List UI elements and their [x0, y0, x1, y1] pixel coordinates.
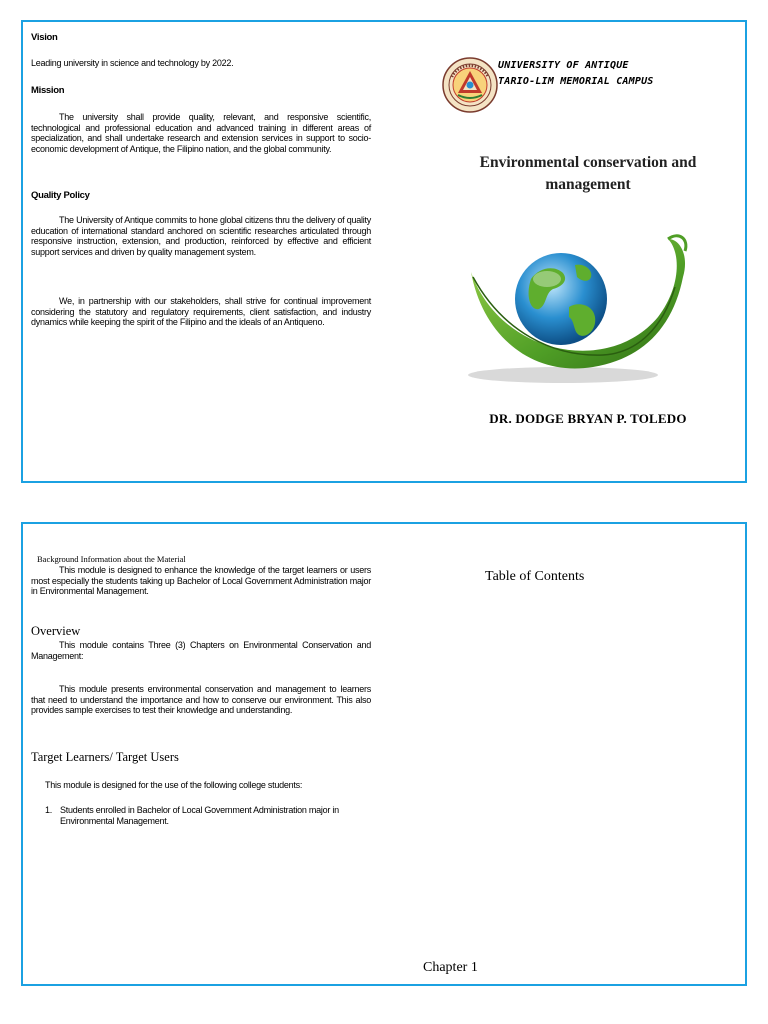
mission-text: The university shall provide quality, relevant, and responsive scientific, technological and professional education and advanced training in different areas of specialization, and shall undertake research and extension services in support to socio-economic development of Antique, the Filipino nation, and the global community.: [31, 112, 371, 154]
university-seal-logo: [442, 57, 498, 113]
module-title-line-2: management: [545, 176, 631, 193]
background-info-heading: Background Information about the Material: [37, 554, 186, 564]
page-intro-spread: [21, 522, 747, 986]
background-info-text: This module is designed to enhance the knowledge of the target learners or users most especially the students taking up Bachelor of Local Government Administration major in Environmental Management.: [31, 565, 371, 597]
quality-policy-heading: Quality Policy: [31, 190, 90, 201]
vision-text: Leading university in science and technology by 2022.: [31, 58, 234, 68]
mission-heading: Mission: [31, 85, 65, 96]
module-title-line-1: Environmental conservation and: [479, 154, 697, 171]
target-learners-heading: Target Learners/ Target Users: [31, 750, 179, 764]
overview-paragraph-2: This module presents environmental conservation and management to learners that need to understand the importance and how to conserve our environment. This also provides sample exercises to test their knowledge and understanding.: [31, 684, 371, 716]
university-name-line-2: TARIO-LIM MEMORIAL CAMPUS: [498, 76, 654, 87]
list-item: [45, 805, 375, 826]
quality-policy-paragraph-2: We, in partnership with our stakeholders, shall strive for continual improvement considering the statutory and regulatory requirements, client satisfaction, and industry dynamics while keeping the spirit of the Filipino and the ideals of an Antiqueno.: [31, 296, 371, 328]
module-title: [443, 152, 733, 196]
list-item-number: 1.: [45, 805, 53, 815]
target-learners-text: This module is designed for the use of the following college students:: [45, 780, 303, 790]
table-of-contents-title: Table of Contents: [485, 569, 585, 584]
chapter-label: Chapter 1: [423, 960, 478, 975]
globe-on-leaf-image: [443, 217, 701, 392]
vision-heading: Vision: [31, 32, 58, 43]
author-name: DR. DODGE BRYAN P. TOLEDO: [489, 411, 687, 426]
quality-policy-paragraph-1: The University of Antique commits to hone global citizens thru the delivery of quality education of international standard anchored on scientific researches articulated through responsive instruction, extension, and production, reinforced by effective and efficient support services and driven by quality management system.: [31, 215, 371, 257]
overview-heading: Overview: [31, 624, 81, 638]
page-cover-spread: [21, 20, 747, 483]
university-name-line-1: UNIVERSITY OF ANTIQUE: [498, 60, 629, 71]
list-item-text: Students enrolled in Bachelor of Local Government Administration major in Environmental Management.: [60, 805, 339, 826]
overview-paragraph-1: This module contains Three (3) Chapters on Environmental Conservation and Management:: [31, 640, 371, 661]
